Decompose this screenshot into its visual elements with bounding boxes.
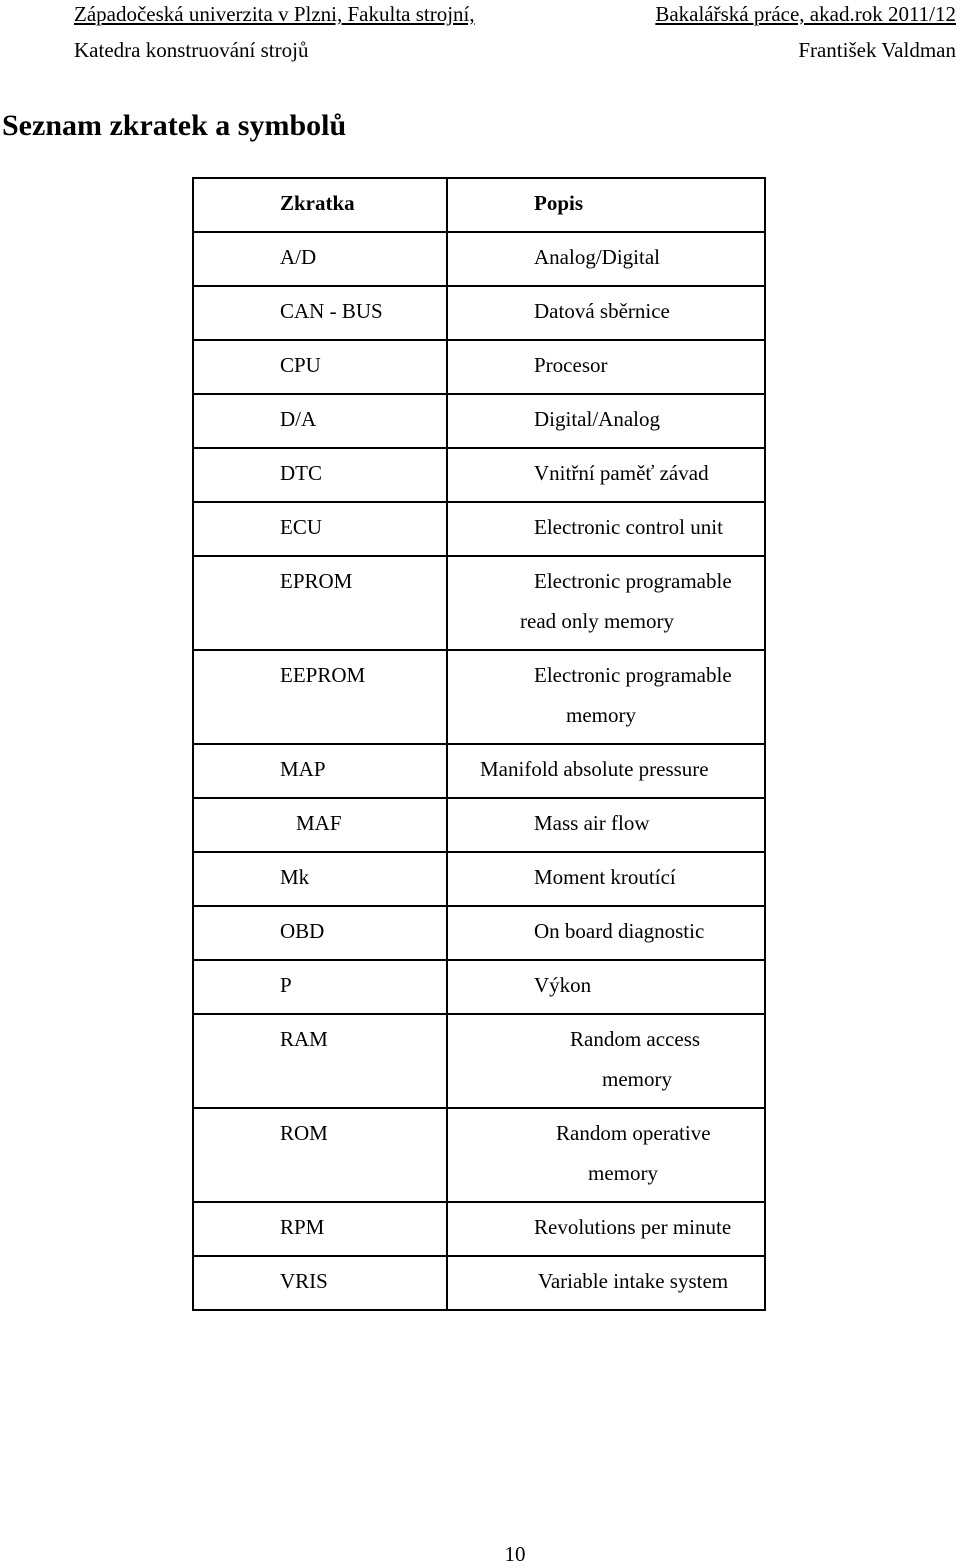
table-row [193, 232, 765, 286]
desc-line-2: memory [566, 703, 636, 727]
abbr-text: VRIS [280, 1269, 328, 1293]
abbr-cell [193, 232, 447, 286]
table-row [193, 744, 765, 798]
desc-cell [447, 556, 765, 650]
abbr-cell [193, 556, 447, 650]
abbr-cell [193, 448, 447, 502]
desc-cell [447, 448, 765, 502]
desc-cell [447, 960, 765, 1014]
abbr-cell [193, 502, 447, 556]
abbreviations-table [192, 177, 766, 1311]
table-row [193, 394, 765, 448]
desc-text [570, 1019, 700, 1099]
table-row [193, 650, 765, 744]
column-header-desc: Popis [447, 178, 765, 232]
header-row-bottom [74, 38, 956, 62]
abbr-cell [193, 906, 447, 960]
desc-line: Random access [570, 1027, 701, 1051]
desc-cell [447, 394, 765, 448]
abbr-text: CAN - BUS [280, 299, 383, 323]
desc-line: Datová sběrnice [534, 299, 670, 323]
table-row [193, 502, 765, 556]
table-row [193, 448, 765, 502]
abbr-text: CPU [280, 353, 321, 377]
abbr-cell [193, 852, 447, 906]
table-row [193, 960, 765, 1014]
desc-line: Electronic programable [534, 663, 732, 687]
desc-line-2: read only memory [520, 609, 674, 633]
desc-cell [447, 1256, 765, 1310]
desc-text [534, 291, 670, 331]
desc-line: Variable intake system [538, 1269, 729, 1293]
desc-line: On board diagnostic [534, 919, 705, 943]
abbr-text: Mk [280, 865, 310, 889]
abbr-text: ROM [280, 1121, 328, 1145]
desc-line: Manifold absolute pressure [480, 757, 709, 781]
desc-text [534, 857, 676, 897]
desc-line: Výkon [534, 973, 592, 997]
abbr-cell [193, 744, 447, 798]
table-row [193, 1256, 765, 1310]
column-header-abbr: Zkratka [193, 178, 447, 232]
header-thesis-info: Bakalářská práce, akad.rok 2011/12 [655, 2, 956, 26]
abbr-text: D/A [280, 407, 317, 431]
abbr-text: A/D [280, 245, 317, 269]
desc-cell [447, 232, 765, 286]
desc-text [534, 965, 591, 1005]
desc-line: Mass air flow [534, 811, 650, 835]
abbr-cell [193, 650, 447, 744]
abbr-cell [193, 1256, 447, 1310]
desc-text [534, 655, 732, 735]
desc-line: Analog/Digital [534, 245, 660, 269]
desc-text [534, 803, 649, 843]
table-row [193, 906, 765, 960]
abbr-cell [193, 798, 447, 852]
desc-cell [447, 340, 765, 394]
abbr-text: EPROM [280, 569, 353, 593]
table-header-row [193, 178, 765, 232]
abbr-cell [193, 1108, 447, 1202]
abbr-cell [193, 286, 447, 340]
desc-text [534, 1207, 731, 1247]
desc-line: Electronic control unit [534, 515, 723, 539]
desc-line: Procesor [534, 353, 608, 377]
desc-text [538, 1261, 728, 1301]
desc-line: Digital/Analog [534, 407, 660, 431]
desc-line: Electronic programable [534, 569, 732, 593]
table-row [193, 1108, 765, 1202]
desc-cell [447, 852, 765, 906]
abbr-cell [193, 340, 447, 394]
table-row [193, 340, 765, 394]
abbr-text: ECU [280, 515, 322, 539]
abbr-cell [193, 394, 447, 448]
desc-cell [447, 286, 765, 340]
abbr-text: EEPROM [280, 663, 366, 687]
table-row [193, 852, 765, 906]
desc-text [534, 911, 704, 951]
desc-text [534, 345, 607, 385]
desc-line: Revolutions per minute [534, 1215, 732, 1239]
desc-line-2: memory [588, 1161, 658, 1185]
desc-cell [447, 1202, 765, 1256]
abbr-text: OBD [280, 919, 325, 943]
page-title: Seznam zkratek a symbolů [2, 109, 347, 142]
desc-text [534, 399, 660, 439]
abbr-text: RAM [280, 1027, 328, 1051]
abbr-text: MAP [280, 757, 326, 781]
table-row [193, 556, 765, 650]
desc-text [534, 237, 660, 277]
page-number: 10 [504, 1542, 526, 1566]
abbr-text: P [280, 973, 292, 997]
abbr-text: RPM [280, 1215, 325, 1239]
desc-cell [447, 502, 765, 556]
desc-cell [447, 744, 765, 798]
desc-line: Vnitřní paměť závad [534, 461, 709, 485]
table-row [193, 798, 765, 852]
desc-text [480, 749, 709, 789]
abbr-cell [193, 960, 447, 1014]
abbr-text: MAF [296, 811, 342, 835]
desc-text [520, 561, 732, 641]
desc-cell [447, 1014, 765, 1108]
abbr-cell [193, 1202, 447, 1256]
abbr-cell [193, 1014, 447, 1108]
desc-text [534, 453, 709, 493]
desc-cell [447, 906, 765, 960]
desc-text [534, 507, 723, 547]
table-row [193, 1202, 765, 1256]
table-row [193, 1014, 765, 1108]
header-university: Západočeská univerzita v Plzni, Fakulta strojní, [74, 2, 475, 26]
table-row [193, 286, 765, 340]
header-row-top [74, 2, 956, 26]
desc-line: Moment kroutící [534, 865, 676, 889]
header-department: Katedra konstruování strojů [74, 38, 309, 62]
desc-cell [447, 650, 765, 744]
desc-cell [447, 798, 765, 852]
desc-text [556, 1113, 711, 1193]
header-author: František Valdman [798, 38, 956, 62]
abbr-text: DTC [280, 461, 322, 485]
desc-cell [447, 1108, 765, 1202]
desc-line-2: memory [602, 1067, 672, 1091]
desc-line: Random operative [556, 1121, 711, 1145]
